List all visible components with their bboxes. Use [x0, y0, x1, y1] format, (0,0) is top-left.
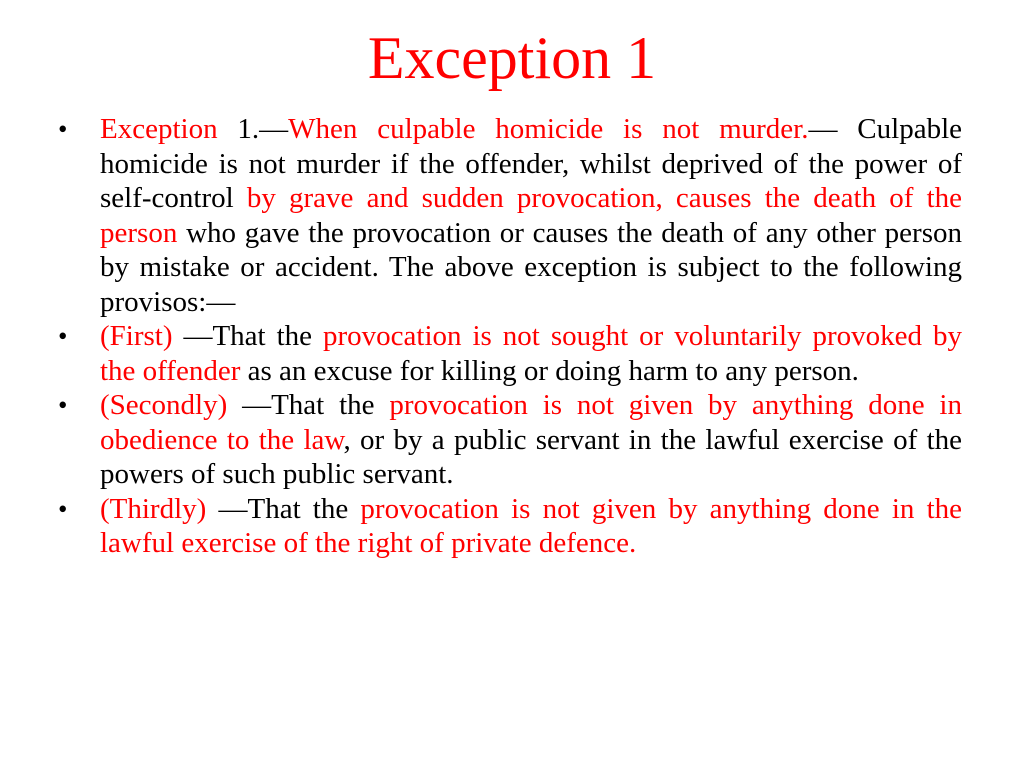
segment-text: Exception: [100, 113, 238, 145]
segment-text: provocation is not sought or voluntarily provoked by the offender: [100, 320, 963, 387]
segment-text: , or by a public servant in the lawful exercise of the powers of such public servant.: [100, 423, 962, 490]
bullet-first-proviso: [58, 319, 962, 388]
segment-text: —That the: [206, 492, 361, 525]
bullet-exception-1: [58, 112, 962, 319]
segment-text: 1.—: [237, 113, 289, 145]
segment-text: (First): [100, 320, 173, 352]
bullet-dot-icon: •: [58, 390, 68, 420]
segment-text: — Culpable homicide is not murder if the offender, whilst deprived of the power of self-control: [100, 113, 962, 214]
segment-text: provocation is not given by anything done in obedience to the law: [100, 389, 962, 456]
segment-text: (Thirdly): [100, 492, 207, 525]
segment-text: provocation is not given by anything done in the lawful exercise of the right of private defence.: [100, 492, 963, 559]
bullet-dot-icon: •: [58, 493, 68, 524]
bullet-dot-icon: •: [58, 114, 68, 144]
segment-text: by grave and sudden provocation, causes the death of the person: [100, 182, 963, 249]
bullet-list: [58, 112, 962, 561]
segment-text: —That the: [172, 320, 323, 352]
segment-text: as an excuse for killing or doing harm to any person.: [240, 354, 859, 387]
segment-text: —That the: [227, 389, 390, 421]
bullet-dot-icon: •: [58, 321, 68, 351]
segment-text: who gave the provocation or causes the death of any other person by mistake or accident. The above exception is subject to the following provisos:—: [100, 216, 962, 318]
bullet-third-proviso: [58, 492, 962, 561]
slide-title: Exception 1: [367, 25, 657, 91]
bullet-second-proviso: [58, 388, 962, 492]
segment-text: (Secondly): [100, 389, 228, 421]
segment-text: When culpable homicide is not murder.: [288, 113, 809, 145]
